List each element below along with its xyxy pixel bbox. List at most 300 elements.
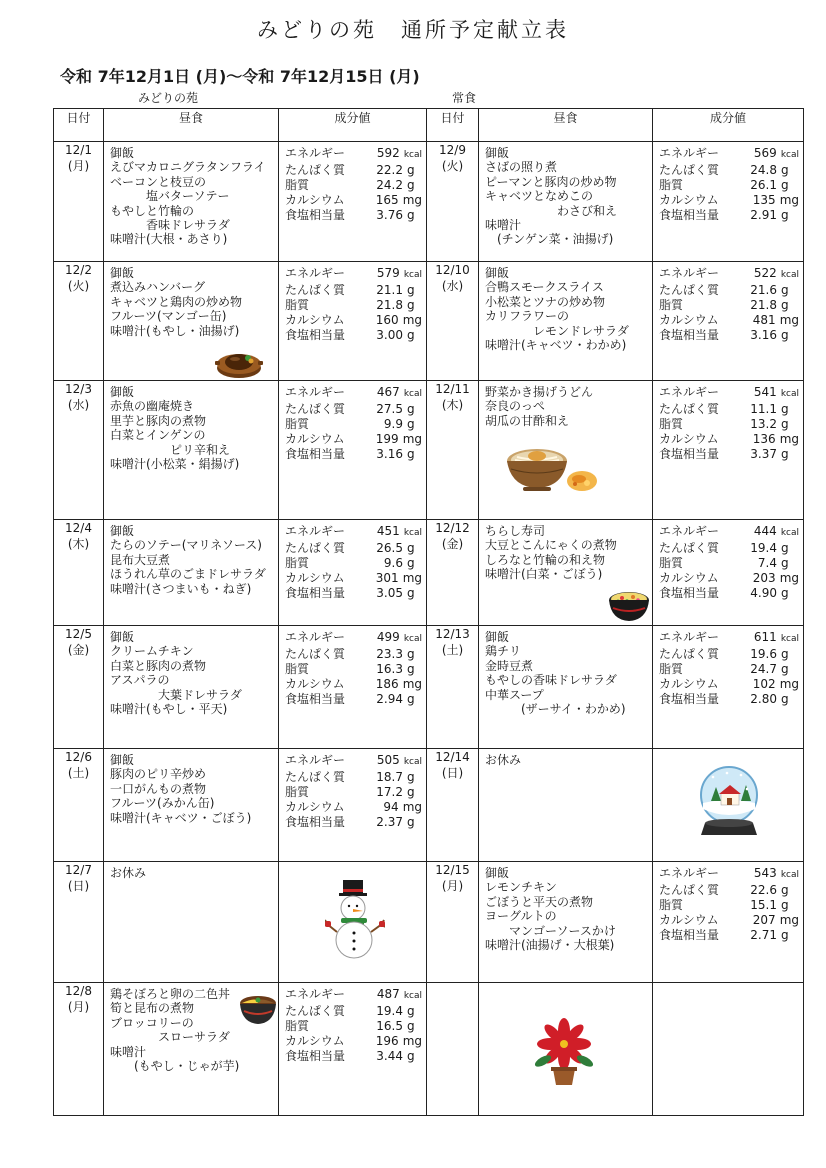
table-row	[54, 862, 804, 983]
nutrition-cell	[653, 626, 804, 749]
menu-item: (ザーサイ・わかめ)	[485, 702, 626, 717]
lunch-cell	[479, 862, 653, 983]
nutrient-value: 16.5	[376, 1019, 403, 1033]
menu-item: (もやし・じゃが芋)	[110, 1059, 240, 1074]
menu-item: 味噌汁(キャベツ・わかめ)	[485, 338, 627, 353]
table-row	[54, 520, 804, 626]
menu-item: 豚肉のピリ辛炒め	[110, 767, 207, 782]
lunch-menu	[104, 520, 278, 596]
nutrition-values	[279, 142, 426, 223]
weekday-label: (月)	[67, 159, 90, 173]
nutrient-unit: g	[407, 815, 415, 829]
nutrient-unit: g	[407, 1049, 415, 1063]
nutrient-label: 食塩相当量	[659, 692, 720, 706]
nutrient-unit: kcal	[403, 991, 422, 1001]
nutrient-unit: g	[781, 163, 789, 177]
nutrient-row	[659, 178, 799, 193]
nutrient-label: 脂質	[659, 178, 684, 192]
lunch-menu	[479, 520, 652, 582]
menu-item: 御飯	[110, 630, 135, 644]
nutrient-unit: g	[781, 541, 789, 555]
nutrition-values	[653, 381, 803, 462]
nutrient-label: カルシウム	[285, 313, 345, 327]
nutrient-row	[285, 677, 422, 692]
nutrient-value: 505	[376, 753, 400, 767]
menu-item: 小松菜とツナの炒め物	[485, 294, 606, 309]
nutrient-label: 食塩相当量	[659, 586, 720, 600]
menu-item: レモンチキン	[485, 880, 557, 895]
nutrition-values	[279, 262, 426, 343]
nutrient-row	[659, 432, 799, 447]
nutrient-row	[659, 385, 799, 402]
nutrient-value: 23.3	[376, 647, 403, 661]
nutrient-label: 食塩相当量	[659, 328, 720, 342]
facility-name: みどりの苑	[138, 91, 199, 105]
nutrient-unit: kcal	[780, 270, 799, 280]
nutrient-unit: g	[407, 662, 415, 676]
nutrient-unit: kcal	[780, 870, 799, 880]
nutrition-cell	[653, 262, 804, 381]
nutrient-value: 19.4	[750, 541, 777, 555]
nutrient-unit: g	[407, 328, 415, 342]
lunch-menu	[479, 983, 652, 987]
nutrient-value: 203	[752, 571, 776, 585]
nutrition-cell	[279, 142, 427, 262]
date-cell	[427, 381, 479, 520]
weekday-label: (水)	[441, 279, 464, 293]
lunch-menu	[104, 262, 278, 338]
nutrient-row	[285, 298, 422, 313]
lunch-cell	[104, 626, 279, 749]
lunch-menu	[479, 862, 652, 952]
menu-item: 味噌汁	[485, 218, 522, 233]
nutrient-label: たんぱく質	[285, 402, 346, 416]
nutrient-unit: mg	[779, 677, 799, 691]
nutrient-label: カルシウム	[659, 571, 719, 585]
nutrient-row	[659, 898, 799, 913]
chirashi-sushi-icon	[607, 586, 651, 624]
nutrient-label: エネルギー	[285, 630, 346, 644]
menu-item: ピリ辛和え	[110, 442, 231, 457]
nutrient-unit: g	[781, 417, 789, 431]
nutrient-row	[285, 146, 422, 163]
nutrient-unit: g	[781, 883, 789, 897]
weekday-label: (日)	[67, 879, 90, 893]
donburi-bowl-icon	[238, 991, 278, 1027]
menu-item: 奈良のっぺ	[485, 399, 545, 414]
menu-item: ヨーグルトの	[485, 909, 557, 924]
nutrient-value: 22.6	[750, 883, 777, 897]
menu-item: お休み	[485, 753, 522, 767]
weekday-label: (木)	[67, 537, 90, 551]
date-cell	[54, 749, 104, 862]
nutrient-row	[285, 541, 422, 556]
nutrient-unit: g	[407, 447, 415, 461]
menu-item: 味噌汁(油揚げ・大根葉)	[485, 938, 615, 953]
nutrient-unit: kcal	[403, 150, 422, 160]
nutrient-value: 94	[383, 800, 399, 814]
menu-item: 白菜とインゲンの	[110, 428, 206, 443]
nutrient-unit: kcal	[403, 634, 422, 644]
nutrient-value: 22.2	[376, 163, 403, 177]
nutrient-label: カルシウム	[285, 432, 345, 446]
nutrient-label: 食塩相当量	[659, 447, 720, 461]
nutrient-row	[285, 266, 422, 283]
nutrient-label: 食塩相当量	[285, 815, 346, 829]
nutrient-row	[285, 800, 422, 815]
nutrient-label: カルシウム	[285, 571, 345, 585]
nutrition-cell	[653, 142, 804, 262]
menu-item: たらのソテー(マリネソース)	[110, 538, 262, 553]
nutrient-value: 26.1	[750, 178, 777, 192]
weekday-label: (火)	[441, 159, 464, 173]
nutrient-row	[285, 556, 422, 571]
hamburg-steak-icon	[214, 346, 264, 380]
nutrient-row	[285, 586, 422, 601]
lunch-menu	[479, 749, 652, 767]
nutrient-row	[659, 146, 799, 163]
date-cell	[54, 381, 104, 520]
menu-item: ごぼうと平天の煮物	[485, 894, 594, 909]
menu-item: 味噌汁(小松菜・絹揚げ)	[110, 457, 240, 472]
nutrient-unit: g	[407, 556, 415, 570]
nutrient-unit: mg	[779, 432, 799, 446]
nutrient-row	[285, 313, 422, 328]
nutrient-unit: kcal	[780, 528, 799, 538]
menu-item: 御飯	[110, 524, 135, 538]
nutrient-label: たんぱく質	[659, 402, 720, 416]
date-label: 12/3	[65, 382, 92, 396]
snow-globe-icon	[697, 763, 761, 841]
date-cell	[427, 983, 479, 1116]
nutrient-label: 脂質	[285, 1019, 310, 1033]
nutrient-unit: g	[781, 447, 789, 461]
menu-item: 味噌汁(大根・あさり)	[110, 232, 228, 247]
nutrient-label: 脂質	[285, 298, 310, 312]
date-label: 12/4	[65, 521, 92, 535]
nutrient-row	[659, 913, 799, 928]
date-cell	[54, 626, 104, 749]
lunch-menu	[104, 381, 278, 471]
menu-item: フルーツ(みかん缶)	[110, 796, 215, 811]
nutrient-unit: g	[407, 785, 415, 799]
nutrient-label: 脂質	[285, 662, 310, 676]
nutrient-label: カルシウム	[659, 313, 719, 327]
lunch-cell	[104, 520, 279, 626]
nutrient-unit: g	[781, 692, 789, 706]
nutrient-unit: g	[407, 1004, 415, 1018]
menu-item: 中華スープ	[485, 687, 544, 702]
nutrient-label: 食塩相当量	[285, 447, 346, 461]
nutrient-value: 444	[753, 524, 777, 538]
nutrient-value: 21.8	[750, 298, 777, 312]
menu-item: えびマカロニグラタンフライ	[110, 160, 266, 175]
menu-item: (チンゲン菜・油揚げ)	[485, 232, 614, 247]
nutrient-row	[285, 753, 422, 770]
nutrient-row	[659, 208, 799, 223]
nutrient-value: 2.80	[750, 692, 777, 706]
nutrient-unit: g	[781, 556, 789, 570]
nutrient-label: エネルギー	[285, 524, 346, 538]
nutrient-label: エネルギー	[285, 146, 346, 160]
menu-item: 合鴨スモークスライス	[485, 280, 604, 295]
nutrient-value: 592	[376, 146, 400, 160]
nutrient-label: カルシウム	[285, 677, 345, 691]
nutrient-row	[285, 447, 422, 462]
nutrient-value: 3.05	[376, 586, 403, 600]
menu-item: 御飯	[485, 146, 510, 160]
nutrient-row	[285, 815, 422, 830]
weekday-label: (火)	[67, 279, 90, 293]
lunch-cell	[479, 262, 653, 381]
nutrient-label: エネルギー	[659, 146, 720, 160]
menu-item: クリームチキン	[110, 644, 194, 659]
nutrient-value: 24.2	[376, 178, 403, 192]
nutrient-unit: g	[781, 662, 789, 676]
nutrient-row	[285, 178, 422, 193]
nutrient-unit: g	[407, 541, 415, 555]
lunch-cell	[479, 381, 653, 520]
nutrition-cell	[653, 520, 804, 626]
weekday-label: (月)	[67, 1000, 90, 1014]
date-cell	[427, 520, 479, 626]
nutrition-values	[279, 626, 426, 707]
lunch-cell	[479, 520, 653, 626]
nutrient-row	[285, 417, 422, 432]
date-label: 12/6	[65, 750, 92, 764]
nutrient-label: エネルギー	[659, 266, 720, 280]
nutrient-row	[285, 524, 422, 541]
date-label: 12/5	[65, 627, 92, 641]
menu-item: 胡瓜の甘酢和え	[485, 413, 570, 428]
nutrient-row	[659, 883, 799, 898]
nutrient-value: 186	[375, 677, 399, 691]
nutrient-unit: mg	[402, 677, 422, 691]
nutrient-value: 136	[752, 432, 776, 446]
nutrient-row	[659, 647, 799, 662]
nutrient-unit: mg	[779, 913, 799, 927]
nutrient-value: 9.6	[383, 556, 403, 570]
nutrition-values	[279, 381, 426, 462]
nutrient-value: 21.1	[376, 283, 403, 297]
lunch-cell	[104, 983, 279, 1116]
nutrient-label: たんぱく質	[285, 163, 346, 177]
nutrient-label: たんぱく質	[659, 163, 720, 177]
menu-item: 筍と昆布の煮物	[110, 1001, 195, 1016]
date-cell	[54, 142, 104, 262]
nutrient-label: たんぱく質	[659, 883, 720, 897]
menu-item: スローサラダ	[110, 1030, 230, 1045]
nutrient-row	[659, 662, 799, 677]
nutrient-value: 19.4	[376, 1004, 403, 1018]
nutrient-row	[659, 283, 799, 298]
nutrient-label: エネルギー	[659, 385, 720, 399]
menu-item: ブロッコリーの	[110, 1015, 194, 1030]
menu-item: 一口がんもの煮物	[110, 781, 207, 796]
nutrient-value: 487	[376, 987, 400, 1001]
nutrient-unit: kcal	[780, 634, 799, 644]
nutrient-unit: mg	[402, 313, 422, 327]
date-cell	[427, 142, 479, 262]
date-label: 12/15	[435, 863, 470, 877]
nutrient-row	[285, 647, 422, 662]
nutrient-label: カルシウム	[659, 913, 719, 927]
nutrient-value: 543	[753, 866, 777, 880]
nutrient-value: 196	[375, 1034, 399, 1048]
nutrient-row	[659, 402, 799, 417]
nutrition-cell	[279, 983, 427, 1116]
nutrient-unit: mg	[779, 571, 799, 585]
table-row	[54, 626, 804, 749]
nutrient-label: たんぱく質	[285, 770, 346, 784]
menu-item: 赤魚の幽庵焼き	[110, 399, 195, 414]
nutrition-values	[279, 749, 426, 830]
nutrient-row	[659, 163, 799, 178]
nutrient-value: 579	[376, 266, 400, 280]
table-row	[54, 983, 804, 1116]
nutrient-unit: g	[781, 298, 789, 312]
lunch-menu	[479, 381, 652, 428]
nutrient-value: 207	[752, 913, 776, 927]
nutrient-value: 3.16	[750, 328, 777, 342]
nutrient-value: 21.6	[750, 283, 777, 297]
nutrient-label: 脂質	[285, 785, 310, 799]
date-cell	[54, 862, 104, 983]
nutrient-value: 3.37	[750, 447, 777, 461]
nutrient-unit: g	[407, 402, 415, 416]
menu-item: 金時豆煮	[485, 658, 534, 673]
date-cell	[427, 862, 479, 983]
lunch-cell	[479, 142, 653, 262]
date-cell	[427, 262, 479, 381]
nutrient-value: 3.76	[376, 208, 403, 222]
nutrient-value: 165	[375, 193, 399, 207]
nutrient-row	[659, 556, 799, 571]
nutrient-row	[659, 586, 799, 601]
nutrient-unit: g	[781, 178, 789, 192]
nutrient-value: 541	[753, 385, 777, 399]
menu-item: キャベツとなめこの	[485, 189, 594, 204]
menu-item: 御飯	[110, 753, 135, 767]
nutrition-cell	[653, 381, 804, 520]
nutrient-value: 522	[753, 266, 777, 280]
weekday-label: (月)	[441, 879, 464, 893]
nutrition-values	[653, 520, 803, 601]
page-title: みどりの苑 通所予定献立表	[257, 18, 569, 42]
nutrient-value: 451	[376, 524, 400, 538]
nutrient-row	[659, 677, 799, 692]
table-row	[54, 749, 804, 862]
nutrient-row	[659, 571, 799, 586]
lunch-menu	[104, 626, 278, 716]
menu-item: レモンドレサラダ	[485, 323, 629, 338]
table-row	[54, 262, 804, 381]
nutrient-label: 脂質	[659, 417, 684, 431]
nutrition-cell	[653, 862, 804, 983]
udon-bowl-icon	[503, 441, 571, 493]
nutrient-label: カルシウム	[659, 432, 719, 446]
nutrient-value: 3.00	[376, 328, 403, 342]
nutrient-value: 3.16	[376, 447, 403, 461]
lunch-menu	[479, 262, 652, 352]
nutrient-row	[285, 692, 422, 707]
nutrient-row	[285, 163, 422, 178]
nutrient-value: 569	[753, 146, 777, 160]
tempura-icon	[565, 465, 599, 493]
lunch-menu	[104, 862, 278, 880]
header-nutrition: 成分値	[653, 109, 804, 142]
date-label: 12/10	[435, 263, 470, 277]
menu-item: フルーツ(マンゴー缶)	[110, 309, 227, 324]
lunch-cell	[479, 626, 653, 749]
menu-item: 香味ドレサラダ	[110, 218, 230, 233]
nutrient-row	[285, 385, 422, 402]
nutrient-label: 食塩相当量	[659, 208, 720, 222]
date-label: 12/11	[435, 382, 470, 396]
nutrient-value: 26.5	[376, 541, 403, 555]
nutrient-unit: g	[407, 298, 415, 312]
nutrient-value: 21.8	[376, 298, 403, 312]
nutrient-label: エネルギー	[285, 987, 346, 1001]
table-row	[54, 142, 804, 262]
menu-item: ピーマンと豚肉の炒め物	[485, 174, 617, 189]
nutrition-cell	[653, 749, 804, 862]
nutrient-row	[659, 692, 799, 707]
nutrient-row	[659, 524, 799, 541]
header-nutrition: 成分値	[279, 109, 427, 142]
nutrition-values	[653, 626, 803, 707]
nutrient-row	[659, 298, 799, 313]
nutrient-row	[285, 402, 422, 417]
menu-item: 味噌汁(もやし・油揚げ)	[110, 323, 240, 338]
nutrient-label: 食塩相当量	[285, 586, 346, 600]
nutrient-value: 11.1	[750, 402, 777, 416]
nutrient-value: 17.2	[376, 785, 403, 799]
menu-item: 味噌汁	[110, 1044, 147, 1059]
nutrient-unit: kcal	[403, 389, 422, 399]
date-cell	[54, 262, 104, 381]
nutrient-value: 24.7	[750, 662, 777, 676]
nutrient-unit: mg	[779, 313, 799, 327]
nutrient-label: たんぱく質	[659, 541, 720, 555]
nutrient-row	[285, 630, 422, 647]
nutrient-label: 脂質	[659, 662, 684, 676]
nutrient-label: エネルギー	[659, 524, 720, 538]
nutrient-label: たんぱく質	[285, 647, 346, 661]
menu-item: 野菜かき揚げうどん	[485, 385, 594, 399]
lunch-menu	[479, 626, 652, 716]
nutrient-value: 199	[375, 432, 399, 446]
nutrient-unit: mg	[402, 193, 422, 207]
date-range: 令和 7年12月1日 (月)〜令和 7年12月15日 (月)	[60, 67, 420, 86]
lunch-menu	[479, 142, 652, 247]
nutrient-unit: kcal	[403, 270, 422, 280]
nutrient-label: たんぱく質	[659, 647, 720, 661]
nutrient-unit: mg	[779, 193, 799, 207]
menu-item: 味噌汁(もやし・平天)	[110, 702, 228, 717]
nutrient-label: 脂質	[285, 178, 310, 192]
nutrient-value: 16.3	[376, 662, 403, 676]
nutrient-unit: g	[407, 1019, 415, 1033]
nutrient-unit: kcal	[403, 528, 422, 538]
nutrition-cell	[279, 749, 427, 862]
nutrient-label: たんぱく質	[285, 1004, 346, 1018]
nutrition-cell	[279, 626, 427, 749]
nutrient-value: 301	[375, 571, 399, 585]
date-cell	[427, 749, 479, 862]
menu-item: マンゴーソースかけ	[485, 923, 616, 938]
menu-item: 大豆とこんにゃくの煮物	[485, 538, 617, 553]
